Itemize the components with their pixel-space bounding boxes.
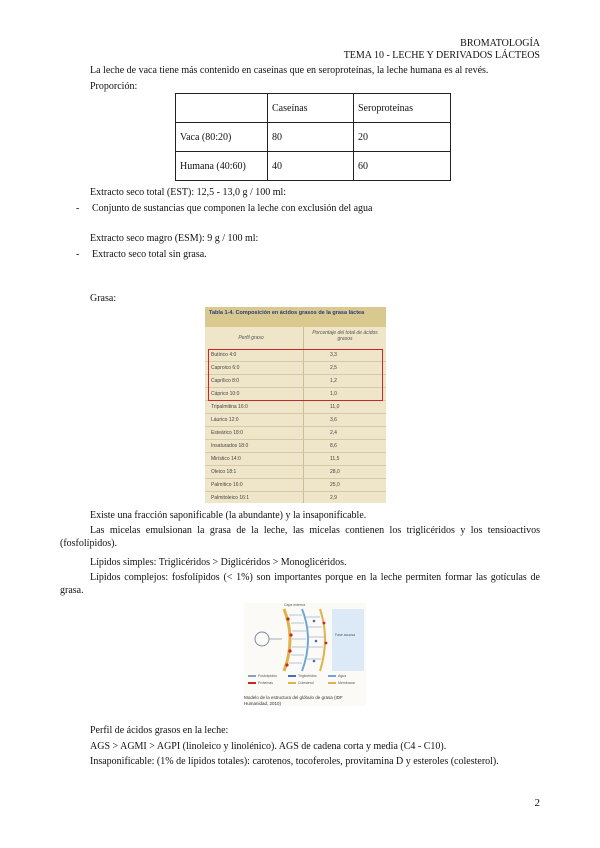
table-row [176,152,451,181]
est-bullet: Conjunto de sustancias que componen la leche con exclusión del agua [92,203,373,214]
table-row [176,123,451,152]
legend-item: Membrana [338,681,355,685]
page-number: 2 [534,797,540,809]
figure-row [205,401,386,414]
diagram-caption: Modelo de la estructura del glóbulo de grasa (IDF Humanidad, 2010) [244,695,343,706]
paragraph-lipidos-complejos-text: Lípidos complejos: fosfolípidos (< 1%) son importantes porque en la leche permiten formar las gotículas de grasa. [60,572,540,596]
figure-row-name: Caproico 6:0 [211,365,240,371]
figure-row-value: 3,3 [330,352,337,358]
figure-row-value: 1,0 [330,391,337,397]
table-header-caseinas: Caseínas [268,94,354,123]
figure-row-name: Tripalmitina 16:0 [211,404,248,410]
table-header-seroproteinas: Seroproteínas [354,94,451,123]
document-topic: TEMA 10 - LECHE Y DERIVADOS LÁCTEOS [343,50,540,61]
legend-item: Triglicéridos [298,674,317,678]
document-subject: BROMATOLOGÍA [460,38,540,49]
figure-row [205,427,386,440]
figure-row-value: 8,6 [330,443,337,449]
figure-row-value: 2,5 [330,365,337,371]
intro-line: La leche de vaca tiene más contenido en caseínas que en seroproteínas, la leche humana es al revés. [90,65,489,76]
fat-label: Grasa: [90,293,117,304]
est-title: Extracto seco total (EST): 12,5 - 13,0 g / 100 ml: [90,187,287,198]
figure-row-name: Insaturados 18:0 [211,443,249,449]
table-cell: Humana (40:60) [176,152,268,181]
figure-row-value: 11,0 [330,404,340,410]
figure-row-name: Palmítico 16:0 [211,482,243,488]
figure-row-name: Caprílico 8:0 [211,378,240,384]
figure-row-value: 2,9 [330,495,337,501]
figure-row [205,492,386,503]
figure-title: Tabla 1-4. Composición en ácidos grasos de la grasa láctea [209,310,365,316]
table-cell [176,94,268,123]
figure-row-value: 3,6 [330,417,337,423]
figure-row-value: 25,0 [330,482,340,488]
table-cell: 80 [268,123,354,152]
highlight-box [208,349,383,401]
legend-item: Agua [338,674,347,678]
proportion-table [175,93,451,181]
paragraph-lipidos-complejos [60,571,540,597]
figure-col-header: Perfil graso [238,335,264,341]
bullet-dash: - [76,203,80,214]
figure-col-header: Porcentaje del total de ácidos grasos [312,330,378,342]
esm-bullet: Extracto seco total sin grasa. [92,249,207,260]
paragraph-insaponificable-text: Insaponificable: (1% de lípidos totales): carotenos, tocoferoles, provitamina D y esteroles (colesterol). [90,756,499,767]
diagram-label-right: Fase acuosa [335,633,356,637]
proportion-label: Proporción: [90,81,138,92]
figure-row-name: Esteárico 18:0 [211,430,243,436]
figure-row [205,479,386,492]
paragraph-lipidos-simples: Lípidos simples: Triglicéridos > Diglicéridos > Monoglicéridos. [90,557,347,568]
figure-row [205,466,386,479]
figure-row-name: Cáprico 10:0 [211,391,240,397]
esm-title: Extracto seco magro (ESM): 9 g / 100 ml: [90,233,259,244]
figure-row [205,414,386,427]
profile-line: AGS > AGMI > AGPI (linoleico y linolénico). AGS de cadena corta y media (C4 - C10). [90,741,447,752]
fat-globule-diagram [244,603,366,706]
figure-row-name: Oleico 18:1 [211,469,237,475]
figure-row-name: Palmitoleico 16:1 [211,495,250,501]
diagram-label-top: Capa externa [284,603,306,607]
figure-row-name: Láurico 12:0 [211,417,239,423]
paragraph-saponificable: Existe una fracción saponificable (la abundante) y la insaponificable. [90,510,367,521]
table-cell: Vaca (80:20) [176,123,268,152]
table-cell: 60 [354,152,451,181]
figure-row [205,440,386,453]
figure-row-name: Mirístico 14:0 [211,456,241,462]
table-cell: 40 [268,152,354,181]
legend-item: Proteínas [258,681,273,685]
figure-row-value: 11,5 [330,456,340,462]
figure-row [205,453,386,466]
table-header-row [176,94,451,123]
fatty-acid-table-image [205,307,386,503]
paragraph-micelas-text: Las micelas emulsionan la grasa de la leche, las micelas contienen los triglicéridos y los tensioactivos (fosfolípidos). [60,525,540,549]
bullet-dash: - [76,249,80,260]
figure-row-value: 2,4 [330,430,337,436]
legend-item: Fosfolípidos [258,674,277,678]
figure-row-name: Butírico 4:0 [211,352,237,358]
paragraph-micelas [60,524,540,550]
figure-row-value: 28,0 [330,469,340,475]
profile-title: Perfil de ácidos grasos en la leche: [90,725,229,736]
table-cell: 20 [354,123,451,152]
figure-row-value: 1,2 [330,378,337,384]
legend-item: Colesterol [298,681,314,685]
paragraph-insaponificable [60,755,540,768]
